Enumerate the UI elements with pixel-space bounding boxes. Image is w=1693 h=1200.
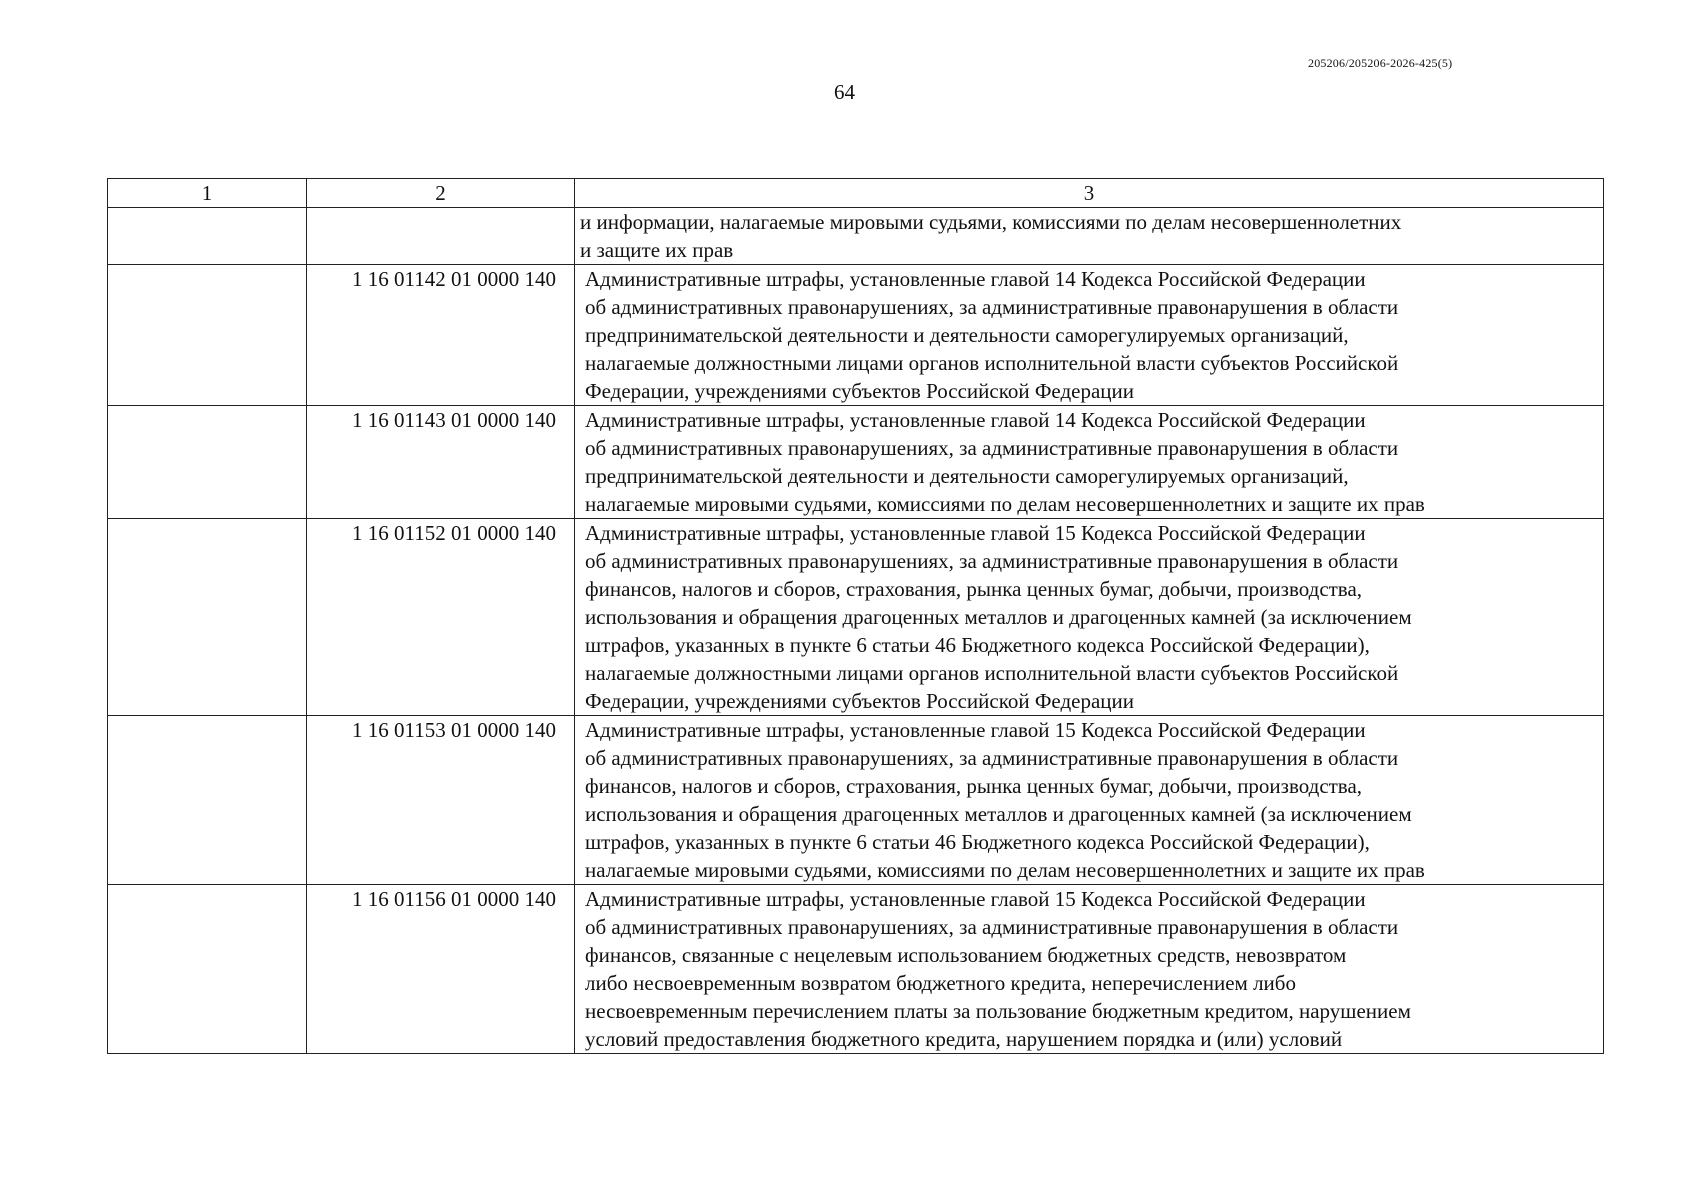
row-number-cell [108,265,307,406]
description-line: налагаемые мировыми судьями, комиссиями по делам несовершеннолетних и защите их прав [585,858,1425,882]
column-header-3: 3 [575,179,1604,208]
row-number-cell [108,885,307,1054]
table-row [108,519,1604,716]
budget-code-cell: 1 16 01152 01 0000 140 [307,519,575,716]
description-cell [575,716,1604,885]
table-row [108,885,1604,1054]
table-row [108,265,1604,406]
description-line: предпринимательской деятельности и деятельности саморегулируемых организаций, [585,323,1349,347]
description-line: Федерации, учреждениями субъектов Российской Федерации [585,379,1135,403]
description-line: об административных правонарушениях, за административные правонарушения в области [585,436,1399,460]
description-cell [575,208,1604,265]
description-line: об административных правонарушениях, за административные правонарушения в области [585,746,1399,770]
document-id: 205206/205206-2026-425(5) [1308,56,1453,70]
row-number-cell [108,406,307,519]
description-line: финансов, налогов и сборов, страхования, рынка ценных бумаг, добычи, производства, [585,577,1363,601]
description-line: использования и обращения драгоценных металлов и драгоценных камней (за исключением [585,802,1412,826]
description-line: условий предоставления бюджетного кредита, нарушением порядка и (или) условий [585,1027,1343,1051]
description-line: Административные штрафы, установленные главой 15 Кодекса Российской Федерации [585,887,1366,911]
budget-code-cell [307,208,575,265]
description-line: и защите их прав [580,238,734,262]
budget-code-cell: 1 16 01153 01 0000 140 [307,716,575,885]
table-header-row [108,179,1604,208]
column-header-2: 2 [307,179,575,208]
table-row [108,716,1604,885]
budget-classification-table [107,178,1604,1054]
description-cell [575,265,1604,406]
row-number-cell [108,208,307,265]
description-cell [575,406,1604,519]
description-line: штрафов, указанных в пункте 6 статьи 46 Бюджетного кодекса Российской Федерации), [585,633,1370,657]
description-line: Административные штрафы, установленные главой 14 Кодекса Российской Федерации [585,267,1366,291]
table-row [108,406,1604,519]
description-line: финансов, связанные с нецелевым использованием бюджетных средств, невозвратом [585,943,1347,967]
description-line: Административные штрафы, установленные главой 14 Кодекса Российской Федерации [585,408,1366,432]
description-line: и информации, налагаемые мировыми судьями, комиссиями по делам несовершеннолетних [580,210,1402,234]
budget-code-cell: 1 16 01156 01 0000 140 [307,885,575,1054]
column-header-1: 1 [108,179,307,208]
description-line: об административных правонарушениях, за административные правонарушения в области [585,295,1399,319]
description-line: об административных правонарушениях, за административные правонарушения в области [585,915,1399,939]
description-cell [575,519,1604,716]
description-line: налагаемые должностными лицами органов исполнительной власти субъектов Российской [585,351,1399,375]
description-line: либо несвоевременным возвратом бюджетного кредита, неперечислением либо [585,971,1296,995]
description-line: об административных правонарушениях, за административные правонарушения в области [585,549,1399,573]
table-row [108,208,1604,265]
description-line: Административные штрафы, установленные главой 15 Кодекса Российской Федерации [585,718,1366,742]
row-number-cell [108,519,307,716]
description-line: финансов, налогов и сборов, страхования, рынка ценных бумаг, добычи, производства, [585,774,1363,798]
description-cell [575,885,1604,1054]
description-line: налагаемые должностными лицами органов исполнительной власти субъектов Российской [585,661,1399,685]
description-line: несвоевременным перечислением платы за пользование бюджетным кредитом, нарушением [585,999,1411,1023]
description-line: использования и обращения драгоценных металлов и драгоценных камней (за исключением [585,605,1412,629]
budget-code-cell: 1 16 01143 01 0000 140 [307,406,575,519]
description-line: Федерации, учреждениями субъектов Российской Федерации [585,689,1135,713]
description-line: налагаемые мировыми судьями, комиссиями по делам несовершеннолетних и защите их прав [585,492,1425,516]
budget-code-cell: 1 16 01142 01 0000 140 [307,265,575,406]
description-line: предпринимательской деятельности и деятельности саморегулируемых организаций, [585,464,1349,488]
description-line: Административные штрафы, установленные главой 15 Кодекса Российской Федерации [585,521,1366,545]
page-number: 64 [834,80,855,104]
row-number-cell [108,716,307,885]
description-line: штрафов, указанных в пункте 6 статьи 46 Бюджетного кодекса Российской Федерации), [585,830,1370,854]
